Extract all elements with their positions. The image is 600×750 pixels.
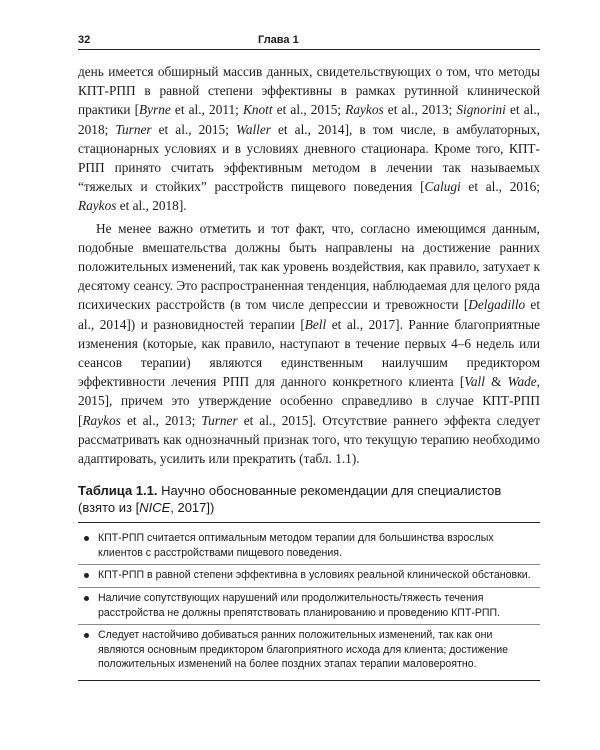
book-page — [78, 34, 540, 681]
bullet-icon — [78, 591, 98, 620]
citation-author: Waller — [235, 121, 271, 137]
citation-author: Byrne — [139, 102, 171, 118]
citation-author: Turner — [201, 412, 238, 428]
bullet-icon — [78, 531, 98, 560]
list-item — [78, 528, 540, 565]
citation-author: Raykos — [345, 102, 384, 118]
table-source: NICE — [139, 500, 171, 516]
citation-author: Raykos — [78, 198, 117, 214]
list-item — [78, 588, 540, 625]
citation-author: Delgadillo — [468, 297, 526, 313]
bullet-icon — [78, 568, 98, 583]
list-item — [78, 565, 540, 588]
citation-author: Bell — [304, 316, 327, 332]
recommendation-text: Следует настойчиво добиваться ранних положительных изменений, так как они являются основным предиктором благоприятного исхода для клиента; достижение положительных изменений на более поздних этапах терапии маловероятно. — [98, 629, 509, 671]
table-caption: Таблица 1.1. Научно обоснованные рекомендации для специалистов (взято из [NICE, 2017]) — [78, 483, 502, 516]
page-number: 32 — [78, 34, 91, 46]
running-header — [78, 34, 540, 50]
citation-author: Signorini — [456, 102, 506, 118]
citation-author: Calugi — [424, 179, 461, 195]
recommendation-text: Наличие сопутствующих нарушений или продолжительность/тяжесть течения расстройства не должны препятствовать планированию и проведению КПТ-РПП. — [98, 592, 501, 619]
citation-author: Wade — [507, 374, 537, 390]
chapter-title: Глава 1 — [258, 34, 299, 46]
citation-author: Raykos — [82, 412, 121, 428]
list-item — [78, 625, 540, 676]
body-text — [78, 62, 540, 468]
citation-author: Knott — [242, 102, 273, 118]
recommendation-text: КПТ-РПП считается оптимальным методом терапии для большинства взрослых клиентов с расстройствами пищевого поведения. — [98, 532, 494, 559]
bullet-icon — [78, 628, 98, 672]
citation-author: Turner — [115, 121, 152, 137]
table-label: Таблица 1.1. — [78, 483, 158, 499]
recommendations-table — [78, 522, 540, 681]
paragraph-2: Не менее важно отметить и тот факт, что, согласно имеющимся данным, подобные вмешательства должны быть направлены на достижение ранних положительных изменений, так как уровень воздействия, как правило, затухает к десятому сеансу. Это распространенная тенденция, наблюдаемая для целого ряда психических расстройств (в том числе депрессии и тревожности [Delgadillo et al., 2014]) и разновидностей терапии [Bell et al., 2017]. Ранние благоприятные изменения (которые, как правило, наступают в течение первых 4–6 недель или сеансов терапии) являются единственным наилучшим предиктором эффективности лечения РПП для данного конкретного клиента [Vall & Wade, 2015], причем это утверждение особенно справедливо в случае КПТ-РПП [Raykos et al., 2013; Turner et al., 2015]. Отсутствие раннего эффекта следует рассматривать как однозначный признак того, что текущую терапию необходимо адаптировать, усилить или прекратить (табл. 1.1). — [78, 220, 541, 467]
paragraph-1: день имеется обширный массив данных, свидетельствующих о том, что методы КПТ-РПП в равной степени эффективны в рамках рутинной клинической практики [Byrne et al., 2011; Knott et al., 2015; Raykos et al., 2013; Signorini et al., 2018; Turner et al., 2015; Waller et al., 2014], в том числе, в амбулаторных, стационарных условиях и в условиях дневного стационара. Кроме того, КПТ-РПП принято считать эффективным методом в лечении так называемых “тяжелых и стойких” расстройств пищевого поведения [Calugi et al., 2016; Raykos et al., 2018]. — [78, 64, 540, 214]
citation-author: Vall — [464, 374, 485, 390]
recommendation-text: КПТ-РПП в равной степени эффективна в условиях реальной клинической обстановки. — [98, 569, 531, 582]
